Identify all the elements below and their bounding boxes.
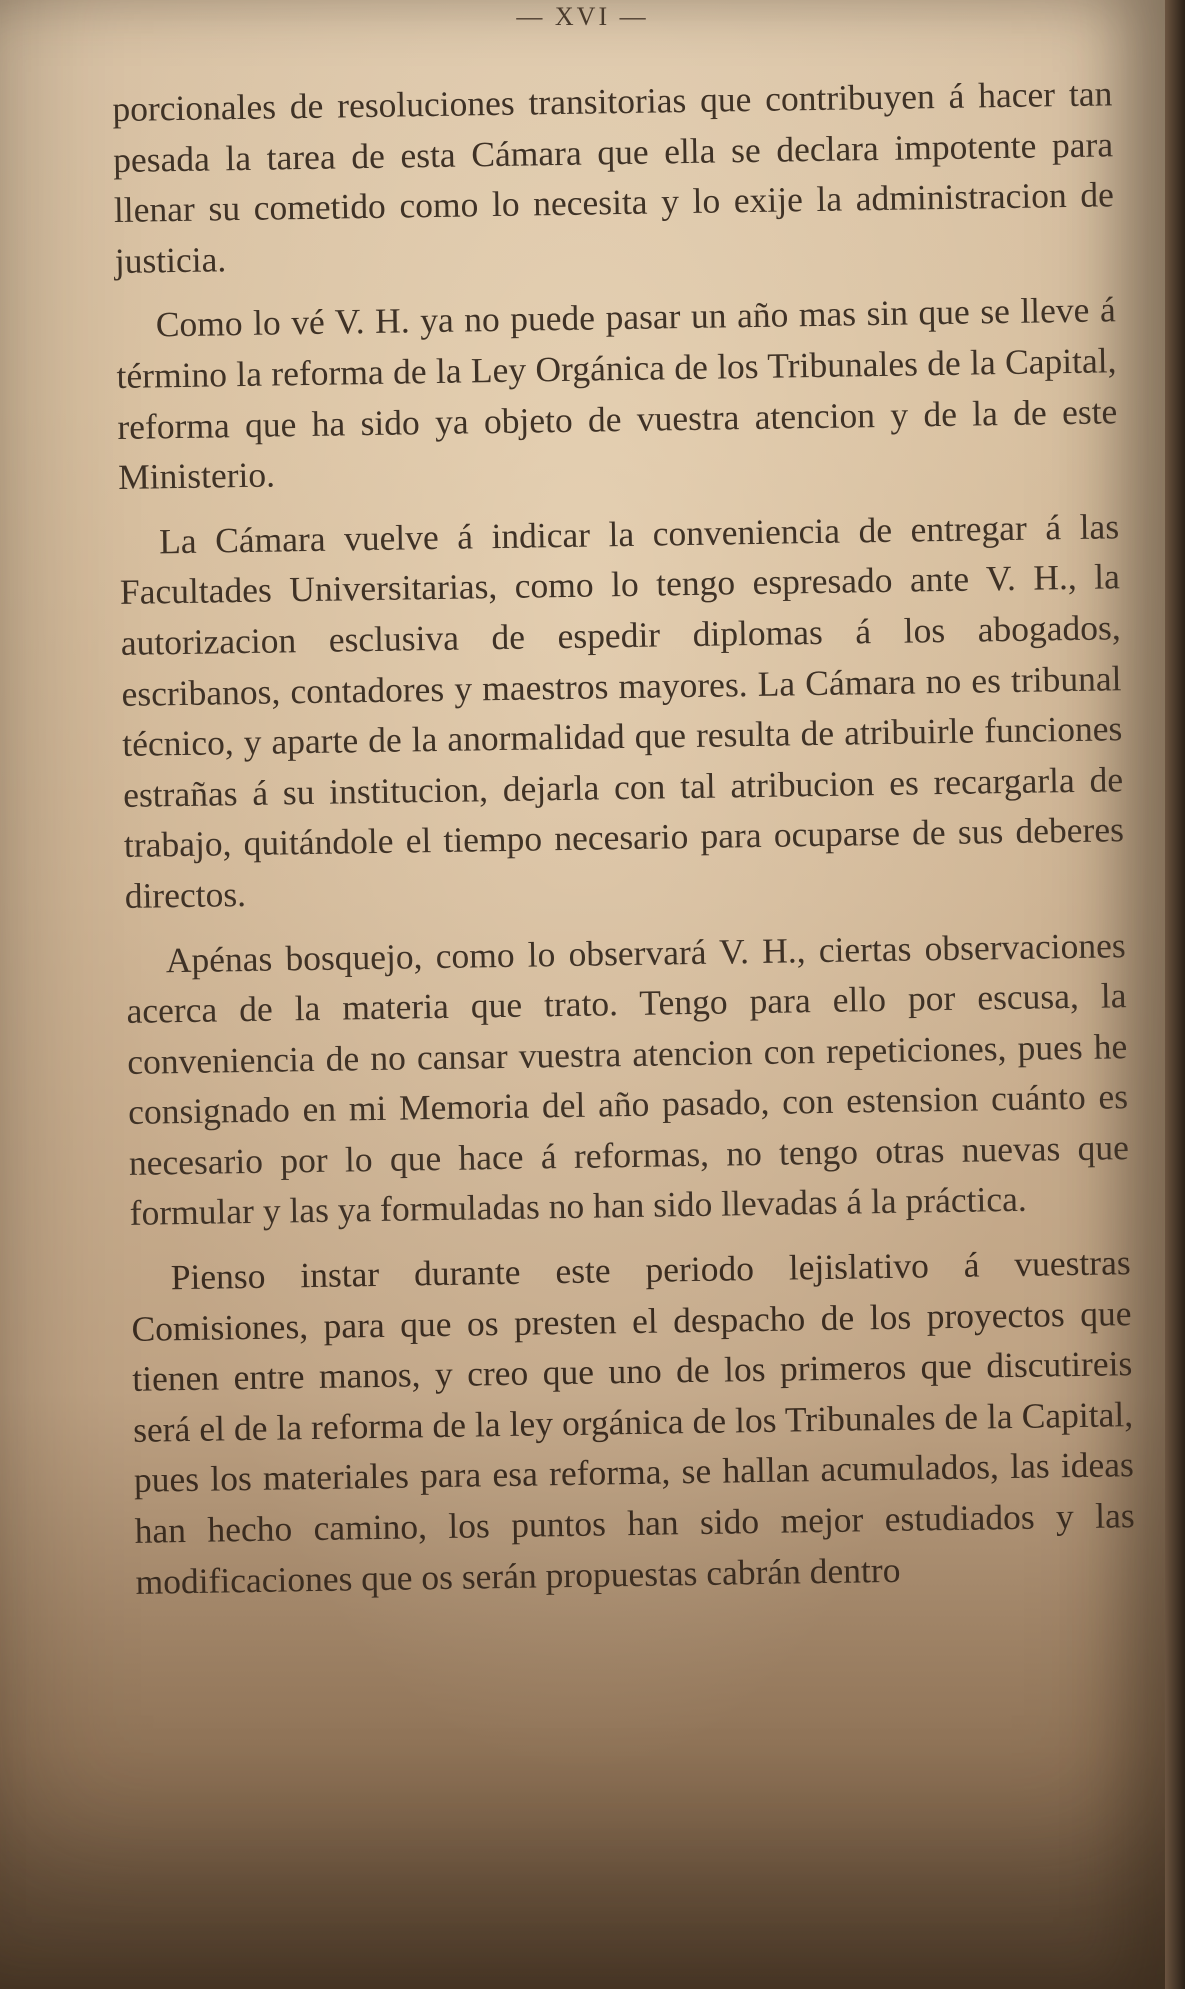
- body-text: [112, 68, 1136, 1621]
- book-gutter-shadow: [1165, 0, 1185, 1989]
- paragraph-1: porcionales de resoluciones transitorias que contribuyen á hacer tan pesada la tarea de esta Cámara que ella se declara impotente para llenar su cometido como lo necesita y lo exije la administracion de justicia.: [112, 73, 1115, 281]
- paragraph-4: Apénas bosquejo, como lo observará V. H., ciertas observaciones acerca de la materia que trato. Tengo para ello por escusa, la conveniencia de no cansar vuestra atencion con repeticiones, pues he consignado en mi Memoria del año pasado, con estension cuánto es necesario por lo que hace á reformas, no tengo otras nuevas que formular y las ya formuladas no han sido llevadas á la práctica.: [126, 924, 1130, 1234]
- paragraph-2: Como lo vé V. H. ya no puede pasar un año mas sin que se lleve á término la reforma de la Ley Orgánica de los Tribunales de la Capital, reforma que ha sido ya objeto de vuestra atencion y de la de este Ministerio.: [116, 289, 1118, 498]
- paragraph-3: La Cámara vuelve á indicar la conveniencia de entregar á las Facultades Universitarias, como lo tengo espresado ante V. H., la autorizacion esclusiva de espedir diplomas á los abogados, escribanos, contadores y maestros mayores. La Cámara no es tribunal técnico, y aparte de la anormalidad que resulta de atribuirle funciones estrañas á su institucion, dejarla con tal atribucion es recargarla de trabajo, quitándole el tiempo necesario para ocuparse de sus deberes directos.: [119, 505, 1125, 916]
- page-number: — XVI —: [516, 2, 649, 31]
- paragraph-5: Pienso instar durante este periodo lejislativo á vuestras Comisiones, para que os presten el despacho de los proyectos que tienen entre manos, y creo que uno de los primeros que discutireis será el de la reforma de la ley orgánica de los Tribunales de la Capital, pues los materiales para esa reforma, se hallan acumulados, las ideas han hecho camino, los puntos han sido mejor estudiados y las modificaciones que os serán propuestas cabrán dentro: [131, 1242, 1135, 1602]
